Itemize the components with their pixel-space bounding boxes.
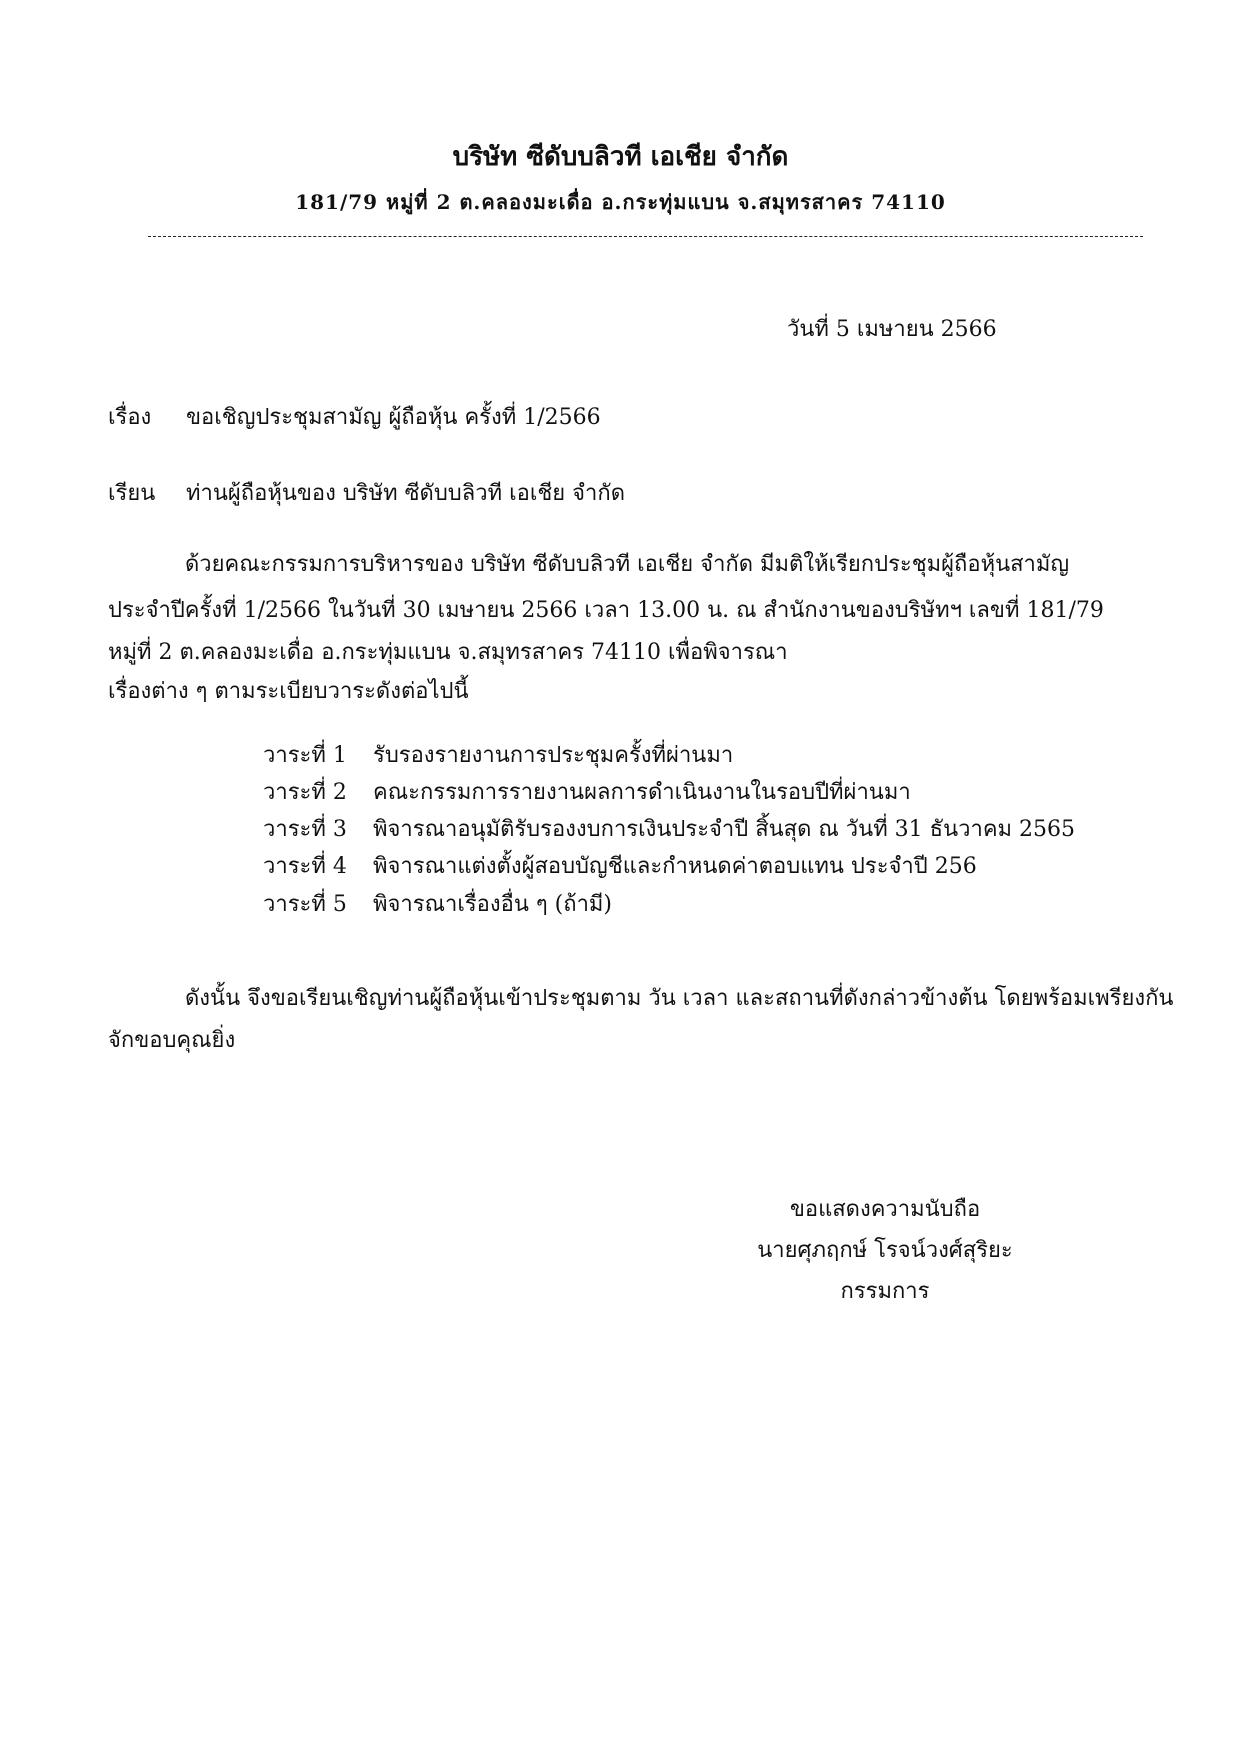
agenda-text: รับรองรายงานการประชุมครั้งที่ผ่านมา [373,743,734,768]
salutation-text: ท่านผู้ถือหุ้นของ บริษัท ซีดับบลิวที เอเชีย จำกัด [186,481,626,506]
subject-line [108,399,601,434]
agenda-text: พิจารณาเรื่องอื่น ๆ (ถ้ามี) [373,892,613,917]
salutation-label: เรียน [108,481,156,506]
body-paragraph-line-1: ด้วยคณะกรรมการบริหารของ บริษัท ซีดับบลิวที เอเชีย จำกัด มีมติให้เรียกประชุมผู้ถือหุ้นสามัญ [185,552,1070,577]
agenda-item-5 [263,886,612,921]
agenda-number: วาระที่ 5 [263,892,347,917]
agenda-text: คณะกรรมการรายงานผลการดำเนินงานในรอบปีที่ผ่านมา [373,780,911,805]
agenda-item-1 [263,737,733,772]
agenda-number: วาระที่ 2 [263,780,347,805]
subject-label: เรื่อง [108,405,152,430]
agenda-number: วาระที่ 1 [263,743,347,768]
signature-regards: ขอแสดงความนับถือ [789,1197,981,1222]
agenda-text: พิจารณาแต่งตั้งผู้สอบบัญชีและกำหนดค่าตอบแทน ประจำปี 256 [373,854,977,879]
agenda-number: วาระที่ 3 [263,817,347,842]
signatory-position: กรรมการ [840,1279,930,1304]
signatory-name: นายศุภฤกษ์ โรจน์วงศ์สุริยะ [757,1238,1013,1263]
body-paragraph-line-2: ประจำปีครั้งที่ 1/2566 ในวันที่ 30 เมษายน 2566 เวลา 13.00 น. ณ สำนักงานของบริษัทฯ เลขที่ 181/79 [108,598,1104,623]
company-address: 181/79 หมู่ที่ 2 ต.คลองมะเดื่อ อ.กระทุ่มแบน จ.สมุทรสาคร 74110 [295,190,946,214]
subject-text: ขอเชิญประชุมสามัญ ผู้ถือหุ้น ครั้งที่ 1/2566 [186,405,601,430]
agenda-item-3 [263,811,1075,846]
header-divider [148,236,1143,237]
agenda-number: วาระที่ 4 [263,854,347,879]
agenda-item-2 [263,774,911,809]
body-paragraph-line-4: เรื่องต่าง ๆ ตามระเบียบวาระดังต่อไปนี้ [108,679,469,704]
agenda-text: พิจารณาอนุมัติรับรองงบการเงินประจำปี สิ้นสุด ณ วันที่ 31 ธันวาคม 2565 [373,817,1076,842]
salutation-line [108,475,625,510]
closing-paragraph-line-2: จักขอบคุณยิ่ง [108,1028,236,1053]
agenda-item-4 [263,848,977,883]
company-name: บริษัท ซีดับบลิวที เอเชีย จำกัด [452,142,789,172]
body-paragraph-line-3: หมู่ที่ 2 ต.คลองมะเดื่อ อ.กระทุ่มแบน จ.สมุทรสาคร 74110 เพื่อพิจารณา [108,640,788,665]
letter-date: วันที่ 5 เมษายน 2566 [787,317,997,342]
closing-paragraph-line-1: ดังนั้น จึงขอเรียนเชิญท่านผู้ถือหุ้นเข้าประชุมตาม วัน เวลา และสถานที่ดังกล่าวข้างต้น โดยพร้อมเพรียงกัน [185,986,1174,1011]
